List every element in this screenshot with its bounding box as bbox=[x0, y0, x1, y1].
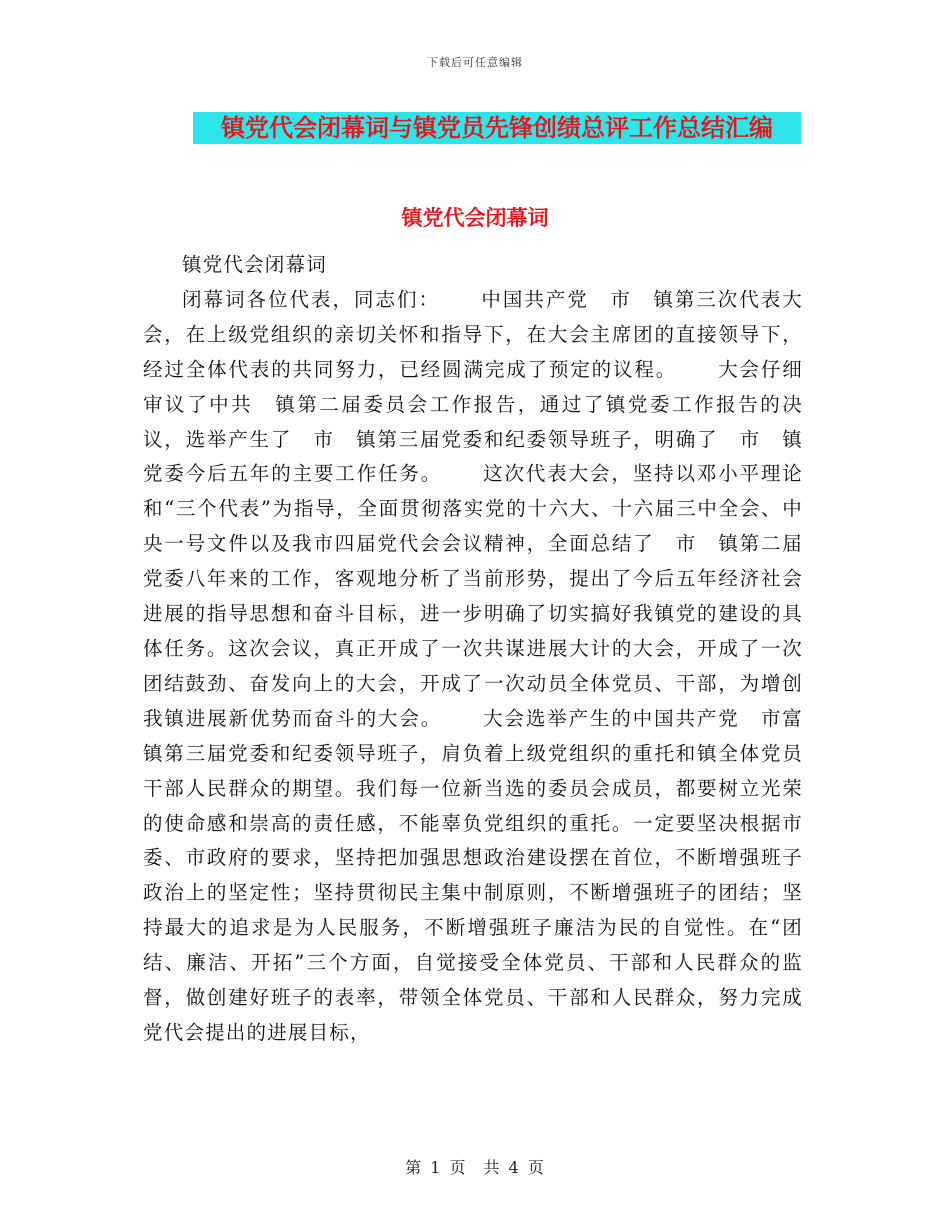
paragraph-subtitle: 镇党代会闭幕词 bbox=[182, 253, 327, 276]
paragraph-body: 闭幕词各位代表，同志们： 中国共产党 市 镇第三次代表大会，在上级党组织的亲切关怀和指导下，在大会主席团的直接领导下，经过全体代表的共同努力，已经圆满完成了预定的议程。 大会仔细审议了中共 镇第二届委员会工作报告，通过了镇党委工作报告的决议，选举产生了 市 镇第三届党委和纪委领导班子，明确了 市 镇党委今后五年的主要工作任务。 这次代表大会，坚持以邓小平理论和“三个代表”为指导，全面贯彻落实党的十六大、十六届三中全会、中央一号文件以及我市四届党代会会议精神，全面总结了 市 镇第二届党委八年来的工作，客观地分析了当前形势，提出了今后五年经济社会进展的指导思想和奋斗目标，进一步明确了切实搞好我镇党的建设的具体任务。这次会议，真正开成了一次共谋进展大计的大会，开成了一次团结鼓劲、奋发向上的大会，开成了一次动员全体党员、干部，为增创我镇进展新优势而奋斗的大会。 大会选举产生的中国共产党 市富 镇第三届党委和纪委领导班子，肩负着上级党组织的重托和镇全体党员干部人民群众的期望。我们每一位新当选的委员会成员，都要树立光荣的使命感和崇高的责任感，不能辜负党组织的重托。一定要坚决根据市委、市政府的要求，坚持把加强思想政治建设摆在首位，不断增强班子政治上的坚定性；坚持贯彻民主集中制原则，不断增强班子的团结；坚持最大的追求是为人民服务，不断增强班子廉洁为民的自觉性。在“团结、廉洁、开拓”三个方面，自觉接受全体党员、干部和人民群众的监督，做创建好班子的表率，带领全体党员、干部和人民群众，努力完成党代会提出的进展目标， bbox=[143, 287, 824, 1044]
header-note: 下载后可任意编辑 bbox=[427, 56, 523, 69]
page-total: 4 bbox=[508, 1158, 520, 1177]
page-middle: 页 共 bbox=[449, 1158, 501, 1177]
body-text bbox=[143, 248, 824, 1051]
main-title: 镇党代会闭幕词与镇党员先锋创绩总评工作总结汇编 bbox=[221, 113, 773, 142]
section-title: 镇党代会闭幕词 bbox=[401, 205, 549, 230]
page-suffix: 页 bbox=[527, 1158, 545, 1177]
page-current: 1 bbox=[430, 1158, 442, 1177]
page-number bbox=[0, 1155, 950, 1178]
main-title-highlight bbox=[193, 112, 801, 144]
page-prefix: 第 bbox=[405, 1158, 423, 1177]
